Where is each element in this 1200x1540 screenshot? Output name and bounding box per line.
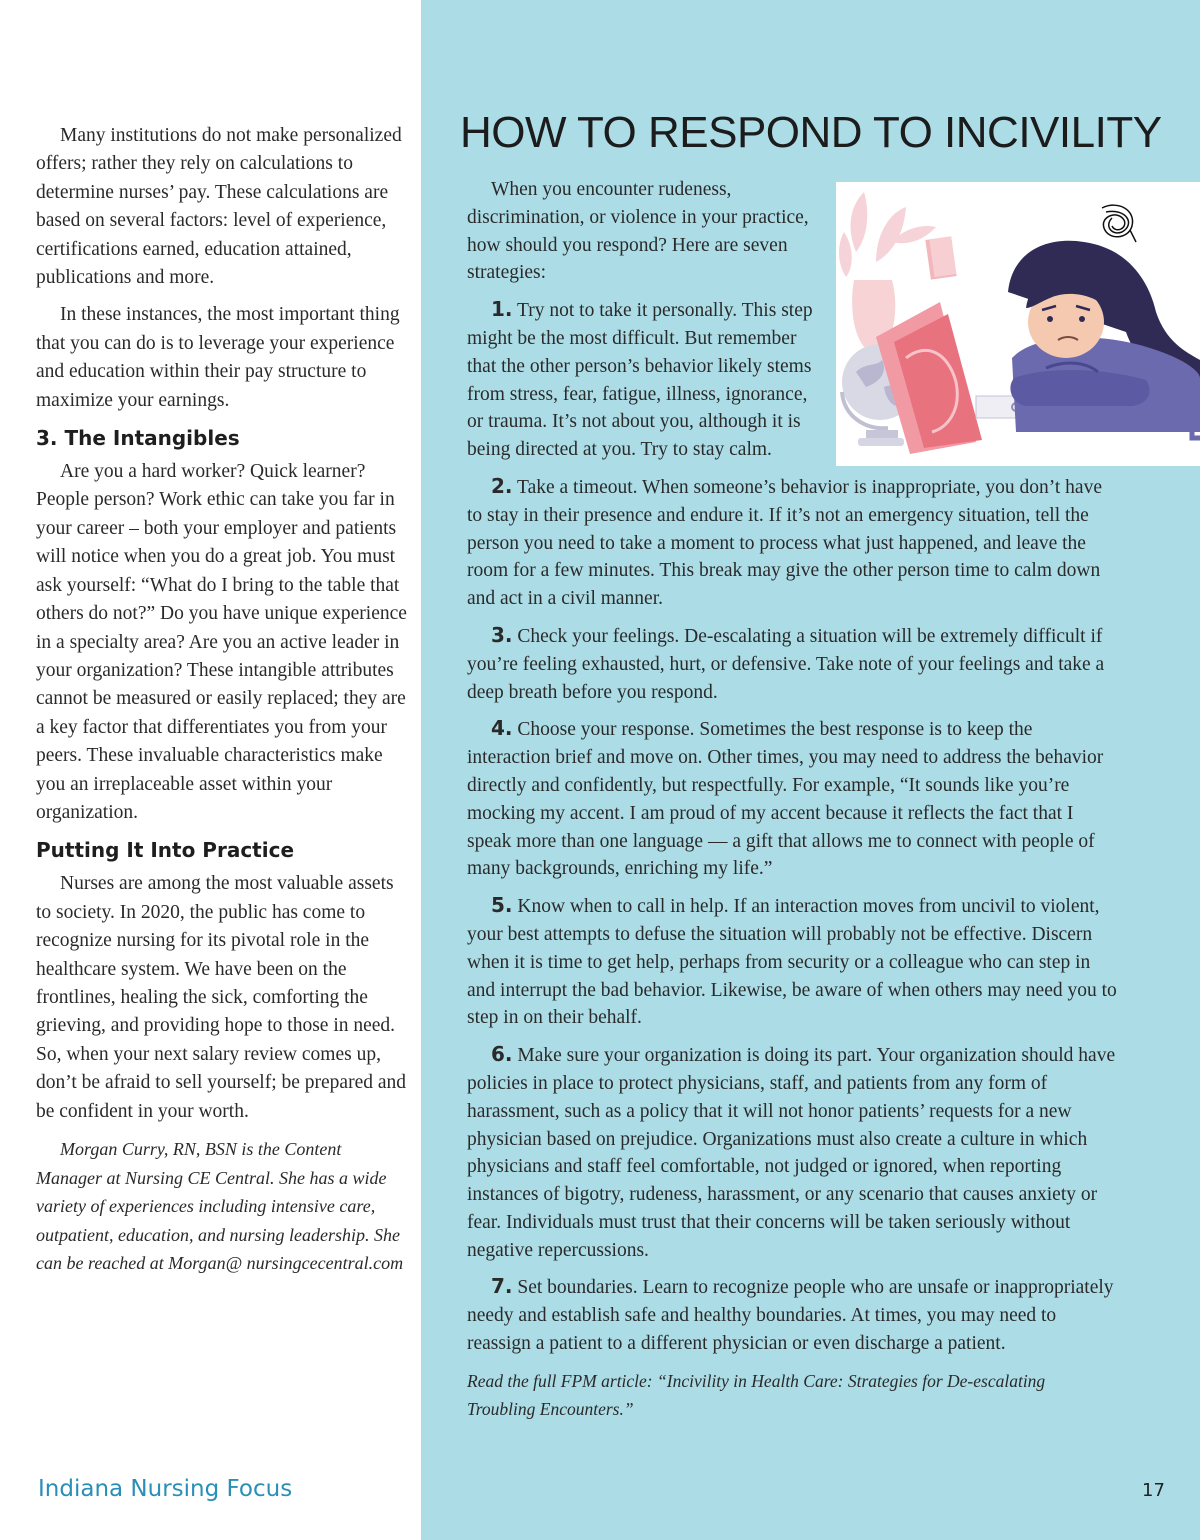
strategy-item	[467, 296, 823, 464]
strategy-number: 1.	[491, 297, 513, 322]
sidebar-title: HOW TO RESPOND TO INCIVILITY	[460, 108, 1162, 157]
strategy-item	[467, 715, 1117, 883]
strategy-number: 5.	[491, 893, 513, 918]
strategy-number: 7.	[491, 1274, 513, 1299]
sidebar-body	[467, 176, 1117, 1432]
page-number: 17	[1142, 1480, 1165, 1501]
left-column	[36, 122, 408, 1287]
paragraph-intangibles: Are you a hard worker? Quick learner? People person? Work ethic can take you far in your career – both your employer and patients will notice when you do a great job. You must ask yourself: “What do I bring to the table that others do not?” Do you have unique experience in a specialty area? Are you an active leader in your organization? These intangible attributes cannot be measured or easily replaced; they are a key factor that differentiates you from your peers. These invaluable characteristics make you an irreplaceable asset within your organization.	[36, 461, 407, 823]
strategy-number: 3.	[491, 622, 513, 647]
sidebar-intro: When you encounter rudeness, discrimination, or violence in your practice, how should you respond? Here are seven strategies:	[467, 179, 809, 284]
strategy-number: 4.	[491, 716, 513, 741]
strategy-text: Take a timeout. When someone’s behavior is inappropriate, you don’t have to stay in their presence and endure it. If it’s not an emergency situation, tell the person you need to take a moment to process what just happened, and leave the room for a few minutes. This break may give the other person time to calm down and act in a civil manner.	[467, 476, 1102, 610]
strategy-text: Know when to call in help. If an interaction moves from uncivil to violent, your best attempts to defuse the situation will probably not be effective. Discern when it is time to get help, perhaps from security or a colleague who can step in and interrupt the bad behavior. Likewise, be aware of when others may need you to step in on their behalf.	[467, 896, 1117, 1029]
paragraph-practice: Nurses are among the most valuable assets to society. In 2020, the public has come to recognize nursing for its pivotal role in the healthcare system. We have been on the frontlines, healing the sick, comforting the grieving, and providing hope to those in need. So, when your next salary review comes up, don’t be afraid to sell yourself; be prepared and be confident in your worth.	[36, 873, 407, 1122]
strategy-text: Make sure your organization is doing its part. Your organization should have policies in place to protect physicians, staff, and patients from any form of harassment, such as a policy that it will not honor patients’ requests for a new physician based on prejudice. Organizations must also create a culture in which physicians and staff feel comfortable, not judged or ignored, when reporting instances of bigotry, rudeness, harassment, or any scenario that causes anxiety or fear. Individuals must trust that their concerns will be taken seriously without negative repercussions.	[467, 1045, 1116, 1261]
strategy-text: Try not to take it personally. This step might be the most difficult. But remember that the other person’s behavior likely stems from stress, fear, fatigue, illness, ignorance, or trauma. It’s not about you, although it is being directed at you. Try to stay calm.	[467, 300, 813, 461]
strategy-item	[467, 473, 1117, 613]
strategy-number: 2.	[491, 473, 513, 498]
strategy-text: Set boundaries. Learn to recognize people who are unsafe or inappropriately needy and establish safe and healthy boundaries. At times, you may need to reassign a patient to a different physician or even discharge a patient.	[467, 1277, 1114, 1355]
strategy-item	[467, 892, 1117, 1032]
publication-name: Indiana Nursing Focus	[38, 1476, 293, 1502]
strategy-number: 6.	[491, 1042, 513, 1067]
author-bio: Morgan Curry, RN, BSN is the Content Manager at Nursing CE Central. She has a wide variety of experiences including intensive care, outpatient, education, and nursing leadership. She can be reached at Morgan@ nursingcecentral.com	[36, 1139, 404, 1273]
paragraph-leverage-experience: In these instances, the most important thing that you can do is to leverage your experience and education within their pay structure to maximize your earnings.	[36, 304, 400, 411]
strategy-item	[467, 1041, 1117, 1264]
paragraph-pay-calculations: Many institutions do not make personalized offers; rather they rely on calculations to determine nurses’ pay. These calculations are based on several factors: level of experience, certifications earned, education attained, publications and more.	[36, 125, 402, 289]
strategy-text: Choose your response. Sometimes the best response is to keep the interaction brief and move on. Other times, you may need to address the behavior directly and confidently, but respectfully. For example, “It sounds like you’re mocking my accent. I am proud of my accent because it reflects the fact that I speak more than one language — a gift that allows me to connect with people of many backgrounds, enriching my life.”	[467, 719, 1104, 880]
strategy-item	[467, 1273, 1117, 1357]
heading-intangibles: 3. The Intangibles	[36, 426, 240, 451]
heading-putting-into-practice: Putting It Into Practice	[36, 838, 295, 863]
strategy-text: Check your feelings. De-escalating a situation will be extremely difficult if you’re feeling exhausted, hurt, or defensive. Take note of your feelings and take a deep breath before you respond.	[467, 625, 1105, 703]
strategy-item	[467, 622, 1117, 706]
article-reference: Read the full FPM article: “Incivility in Health Care: Strategies for De-escalating Troubling Encounters.”	[467, 1370, 1046, 1419]
